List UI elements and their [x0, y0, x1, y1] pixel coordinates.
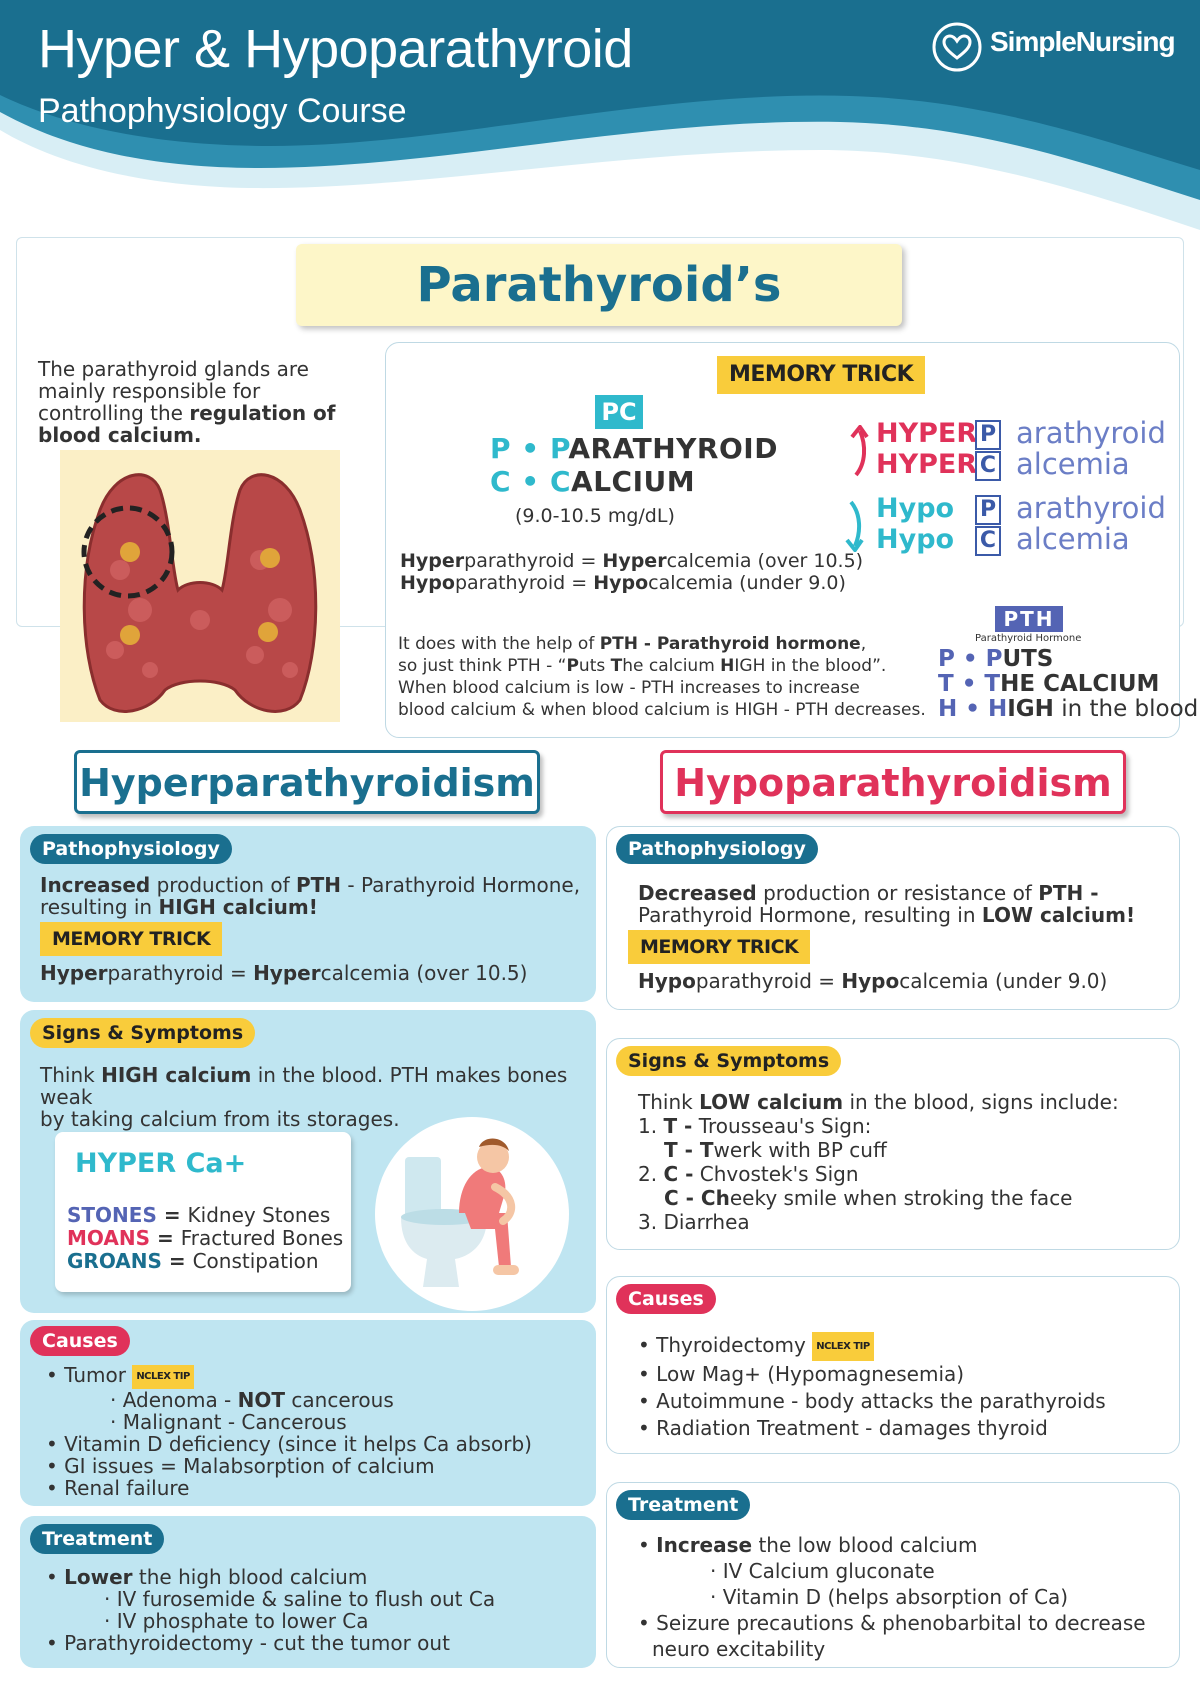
- intro-text: The parathyroid glands are mainly responsible for controlling the: [38, 357, 309, 425]
- list-item: · IV Calcium gluconate: [710, 1559, 935, 1583]
- rule-bold: Hyper: [253, 961, 321, 985]
- patho-text: production of: [150, 873, 296, 897]
- item-number: 1.: [638, 1114, 658, 1138]
- pth-text: It does with the help of: [398, 634, 600, 654]
- hyper-memory-label: MEMORY TRICK: [40, 922, 222, 956]
- pc-rest: ARATHYROID: [568, 432, 778, 465]
- pth-bold: P: [566, 656, 579, 676]
- item-eq: =: [150, 1226, 181, 1250]
- signs-bold: C -: [663, 1162, 694, 1186]
- list-item: • Seizure precautions & phenobarbital to decrease: [638, 1611, 1146, 1635]
- treatment-text: the low blood calcium: [752, 1533, 978, 1557]
- word-alcemia: alcemia: [1016, 522, 1130, 556]
- pth-line-t: [938, 671, 1159, 697]
- word-arathyroid: arathyroid: [1016, 491, 1166, 525]
- letter-p-box: P: [975, 495, 1001, 525]
- patho-text: resulting in: [40, 895, 159, 919]
- hyper-causes-list: [46, 1364, 591, 1499]
- pth-text: so just think PTH - “: [398, 656, 567, 676]
- nclex-tip-badge: NCLEX TIP: [132, 1365, 193, 1389]
- hyper-section-title: Hyperparathyroidism: [74, 750, 540, 814]
- pth-text: When blood calcium is low - PTH increases to increase: [398, 678, 860, 698]
- hyper-ca-title: HYPER Ca+: [75, 1148, 247, 1179]
- page-title: Hyper & Hypoparathyroid: [38, 19, 633, 79]
- bullet: •: [638, 1533, 657, 1557]
- list-item: [46, 1389, 591, 1411]
- list-item: • Vitamin D deficiency (since it helps Ca absorb): [46, 1431, 532, 1456]
- pc-first: C: [549, 465, 572, 498]
- signs-bold: Ch: [693, 1186, 730, 1210]
- hyper-ca-box: [55, 1132, 351, 1292]
- pth-sep: •: [957, 696, 988, 722]
- hypo-section-title: Hypoparathyroidism: [660, 750, 1126, 814]
- cause-text: cancerous: [285, 1387, 394, 1412]
- patho-text: - Parathyroid Hormone,: [341, 873, 581, 897]
- pth-line-p: [938, 646, 1053, 672]
- toilet-image: [375, 1117, 569, 1311]
- list-item: [638, 1210, 1178, 1234]
- list-item: [638, 1114, 1178, 1138]
- arrow-up-icon: [850, 425, 872, 477]
- list-item: • Autoimmune - body attacks the parathyroids: [638, 1389, 1106, 1413]
- memory-trick-label: MEMORY TRICK: [717, 356, 925, 394]
- rule-bold: Hyper: [40, 961, 108, 985]
- treatment-text: the high blood calcium: [132, 1565, 368, 1589]
- hyper-patho-text: [40, 874, 590, 918]
- rule-text: parathyroid =: [107, 961, 254, 985]
- rule-text: calcemia (over 10.5): [320, 961, 528, 985]
- page-subtitle: Pathophysiology Course: [38, 92, 407, 130]
- list-item: • Low Mag+ (Hypomagnesemia): [638, 1362, 965, 1386]
- pth-first: H: [987, 696, 1008, 722]
- item-number: 2.: [638, 1162, 658, 1186]
- hypo-causes-label: Causes: [616, 1284, 716, 1314]
- hyper-memory-rule: [40, 962, 527, 984]
- pth-letter: P: [938, 646, 955, 672]
- patho-bold: Decreased: [638, 881, 757, 905]
- list-item: [638, 1186, 1178, 1210]
- list-item: · IV furosemide & saline to flush out Ca: [104, 1587, 496, 1611]
- pc-line-c: [490, 465, 695, 498]
- hyper-word-1: HYPER: [876, 418, 978, 449]
- pth-letter: T: [938, 671, 954, 697]
- patho-text: Parathyroid Hormone, resulting in: [638, 903, 982, 927]
- rule-bold: Hypo: [400, 572, 455, 594]
- pc-sep: •: [511, 465, 550, 498]
- rule-text: calcemia (under 9.0): [899, 969, 1108, 993]
- list-item: [638, 1332, 1178, 1361]
- list-item: [67, 1250, 343, 1273]
- signs-bold: LOW calcium: [699, 1090, 844, 1114]
- hypo-patho-text: [638, 882, 1178, 926]
- rule-text: calcemia (under 9.0): [648, 572, 846, 594]
- list-item: [638, 1532, 1178, 1558]
- list-item: • GI issues = Malabsorption of calcium: [46, 1453, 435, 1478]
- pth-sep: •: [954, 646, 986, 672]
- cause-text: • Tumor: [46, 1363, 126, 1387]
- pth-rest: HE CALCIUM: [1000, 671, 1160, 697]
- item-value: Kidney Stones: [187, 1203, 331, 1227]
- pth-sep: •: [953, 671, 985, 697]
- person-on-toilet-illustration: [375, 1117, 569, 1311]
- pth-rest: IGH: [1007, 696, 1054, 722]
- signs-text: werk with BP cuff: [713, 1138, 887, 1162]
- pth-text: IGH in the blood”.: [734, 656, 887, 676]
- pth-text: uts: [578, 656, 611, 676]
- list-item: • Radiation Treatment - damages thyroid: [638, 1416, 1048, 1440]
- signs-text: Diarrhea: [663, 1210, 750, 1234]
- hyper-word-2: HYPER: [876, 449, 978, 480]
- letter-c-box: C: [975, 526, 1001, 556]
- hypo-patho-label: Pathophysiology: [616, 834, 818, 864]
- signs-text: eeky smile when stroking the face: [729, 1186, 1073, 1210]
- pth-explanation: [398, 633, 938, 721]
- patho-text: production or resistance of: [756, 881, 1039, 905]
- hypo-word-1: Hypo: [876, 493, 955, 524]
- arrow-down-icon: [845, 500, 867, 552]
- pc-letter: C: [490, 465, 512, 498]
- hypo-memory-rule: [638, 970, 1107, 992]
- signs-bold: T: [692, 1138, 714, 1162]
- list-item: neuro excitability: [652, 1637, 826, 1661]
- nclex-tip-badge: NCLEX TIP: [812, 1332, 873, 1361]
- patho-bold: PTH: [296, 873, 342, 897]
- list-item: [46, 1364, 591, 1389]
- item-key: GROANS: [67, 1249, 162, 1273]
- pth-text: ,: [860, 634, 867, 654]
- signs-text: by taking calcium from its storages.: [40, 1107, 400, 1131]
- list-item: [46, 1566, 591, 1588]
- item-value: Fractured Bones: [180, 1226, 344, 1250]
- hyper-treatment-list: [46, 1566, 591, 1654]
- pc-line-p: [490, 432, 778, 465]
- item-value: Constipation: [192, 1249, 319, 1273]
- hyper-patho-label: Pathophysiology: [30, 834, 232, 864]
- signs-bold: C -: [664, 1186, 694, 1210]
- pc-sep: •: [511, 432, 550, 465]
- rule-bold: Hyper: [602, 550, 667, 572]
- rule-bold: Hypo: [841, 969, 900, 993]
- pc-rest: ALCIUM: [571, 465, 696, 498]
- treatment-bold: Increase: [656, 1533, 753, 1557]
- item-eq: =: [161, 1249, 193, 1273]
- hypo-treatment-list: [638, 1532, 1178, 1662]
- signs-text: Trousseau's Sign:: [692, 1114, 872, 1138]
- list-item: · Malignant - Cancerous: [110, 1409, 347, 1434]
- pth-bold: PTH - Parathyroid hormone: [599, 634, 861, 654]
- cause-bold: NOT: [237, 1387, 286, 1412]
- hypo-signs-text: [638, 1090, 1178, 1234]
- hyper-treatment-label: Treatment: [30, 1524, 164, 1554]
- signs-text: Think: [638, 1090, 700, 1114]
- signs-text: Chvostek's Sign: [693, 1162, 859, 1186]
- calcium-range: (9.0-10.5 mg/dL): [515, 505, 675, 527]
- item-key: STONES: [67, 1203, 157, 1227]
- function-title: Parathyroid’s: [296, 244, 902, 326]
- hypo-signs-label: Signs & Symptoms: [616, 1046, 841, 1076]
- intro-bold: regulation of blood calcium.: [38, 401, 336, 447]
- item-eq: =: [156, 1203, 188, 1227]
- pth-subtitle: Parathyroid Hormone: [975, 633, 1082, 644]
- pc-badge: PC: [595, 395, 643, 429]
- letter-c-box: C: [975, 451, 1001, 481]
- hyper-ca-list: [67, 1204, 343, 1273]
- signs-bold: T -: [664, 1138, 693, 1162]
- hypo-memory-label: MEMORY TRICK: [628, 930, 810, 964]
- pc-first: P: [549, 432, 569, 465]
- pc-letter: P: [490, 432, 512, 465]
- rule-bold: Hyper: [400, 550, 465, 572]
- signs-text: Think: [40, 1063, 102, 1087]
- list-item: [67, 1204, 343, 1227]
- pth-bold: H: [720, 656, 735, 676]
- rule-text: parathyroid =: [695, 969, 842, 993]
- pth-tail: in the blood: [1053, 696, 1199, 722]
- pth-text: he calcium: [622, 656, 721, 676]
- hyper-causes-label: Causes: [30, 1326, 130, 1356]
- brand-name: SimpleNursing: [990, 26, 1175, 57]
- list-item: • Parathyroidectomy - cut the tumor out: [46, 1631, 450, 1655]
- rule-bold: Hypo: [593, 572, 649, 594]
- letter-p-box: P: [975, 420, 1001, 450]
- signs-bold: T -: [663, 1114, 693, 1138]
- pth-first: T: [984, 671, 1001, 697]
- treatment-bold: Lower: [64, 1565, 133, 1589]
- cause-text: • Thyroidectomy: [638, 1333, 806, 1357]
- rule-text: parathyroid =: [454, 572, 594, 594]
- pth-line-h: [938, 696, 1198, 722]
- pth-badge: PTH: [995, 606, 1063, 632]
- hypo-word-2: Hypo: [876, 524, 955, 555]
- list-item: • Renal failure: [46, 1475, 190, 1500]
- thyroid-image: [60, 450, 340, 722]
- hypo-treatment-label: Treatment: [616, 1490, 750, 1520]
- patho-bold: PTH -: [1038, 881, 1099, 905]
- hypo-rule: [400, 572, 846, 594]
- signs-text: in the blood. PTH makes bones weak: [40, 1063, 568, 1109]
- pth-letter: H: [938, 696, 958, 722]
- rule-text: calcemia (over 10.5): [666, 550, 864, 572]
- patho-bold: Increased: [40, 873, 151, 897]
- hypo-causes-list: [638, 1332, 1178, 1442]
- cause-text: · Adenoma -: [110, 1387, 238, 1412]
- list-item: [638, 1138, 1178, 1162]
- pth-rest: UTS: [1002, 646, 1054, 672]
- pth-first: P: [985, 646, 1003, 672]
- bullet: •: [46, 1565, 65, 1589]
- list-item: [638, 1162, 1178, 1186]
- signs-text: in the blood, signs include:: [843, 1090, 1119, 1114]
- patho-bold: LOW calcium!: [981, 903, 1136, 927]
- function-intro: [38, 358, 368, 446]
- list-item: · IV phosphate to lower Ca: [104, 1609, 369, 1633]
- thyroid-gland-illustration: [60, 450, 340, 722]
- stethoscope-heart-icon: [930, 20, 984, 74]
- list-item: · Vitamin D (helps absorption of Ca): [710, 1585, 1069, 1609]
- word-alcemia: alcemia: [1016, 447, 1130, 481]
- patho-bold: HIGH calcium!: [158, 895, 318, 919]
- signs-bold: HIGH calcium: [101, 1063, 252, 1087]
- word-arathyroid: arathyroid: [1016, 416, 1166, 450]
- pth-text: blood calcium & when blood calcium is HIGH - PTH decreases.: [398, 700, 926, 720]
- pth-bold: T: [610, 656, 623, 676]
- item-key: MOANS: [67, 1226, 150, 1250]
- item-number: 3.: [638, 1210, 658, 1234]
- hyper-signs-label: Signs & Symptoms: [30, 1018, 255, 1048]
- rule-bold: Hypo: [638, 969, 696, 993]
- hyper-rule: [400, 550, 863, 572]
- list-item: [67, 1227, 343, 1250]
- rule-text: parathyroid =: [464, 550, 603, 572]
